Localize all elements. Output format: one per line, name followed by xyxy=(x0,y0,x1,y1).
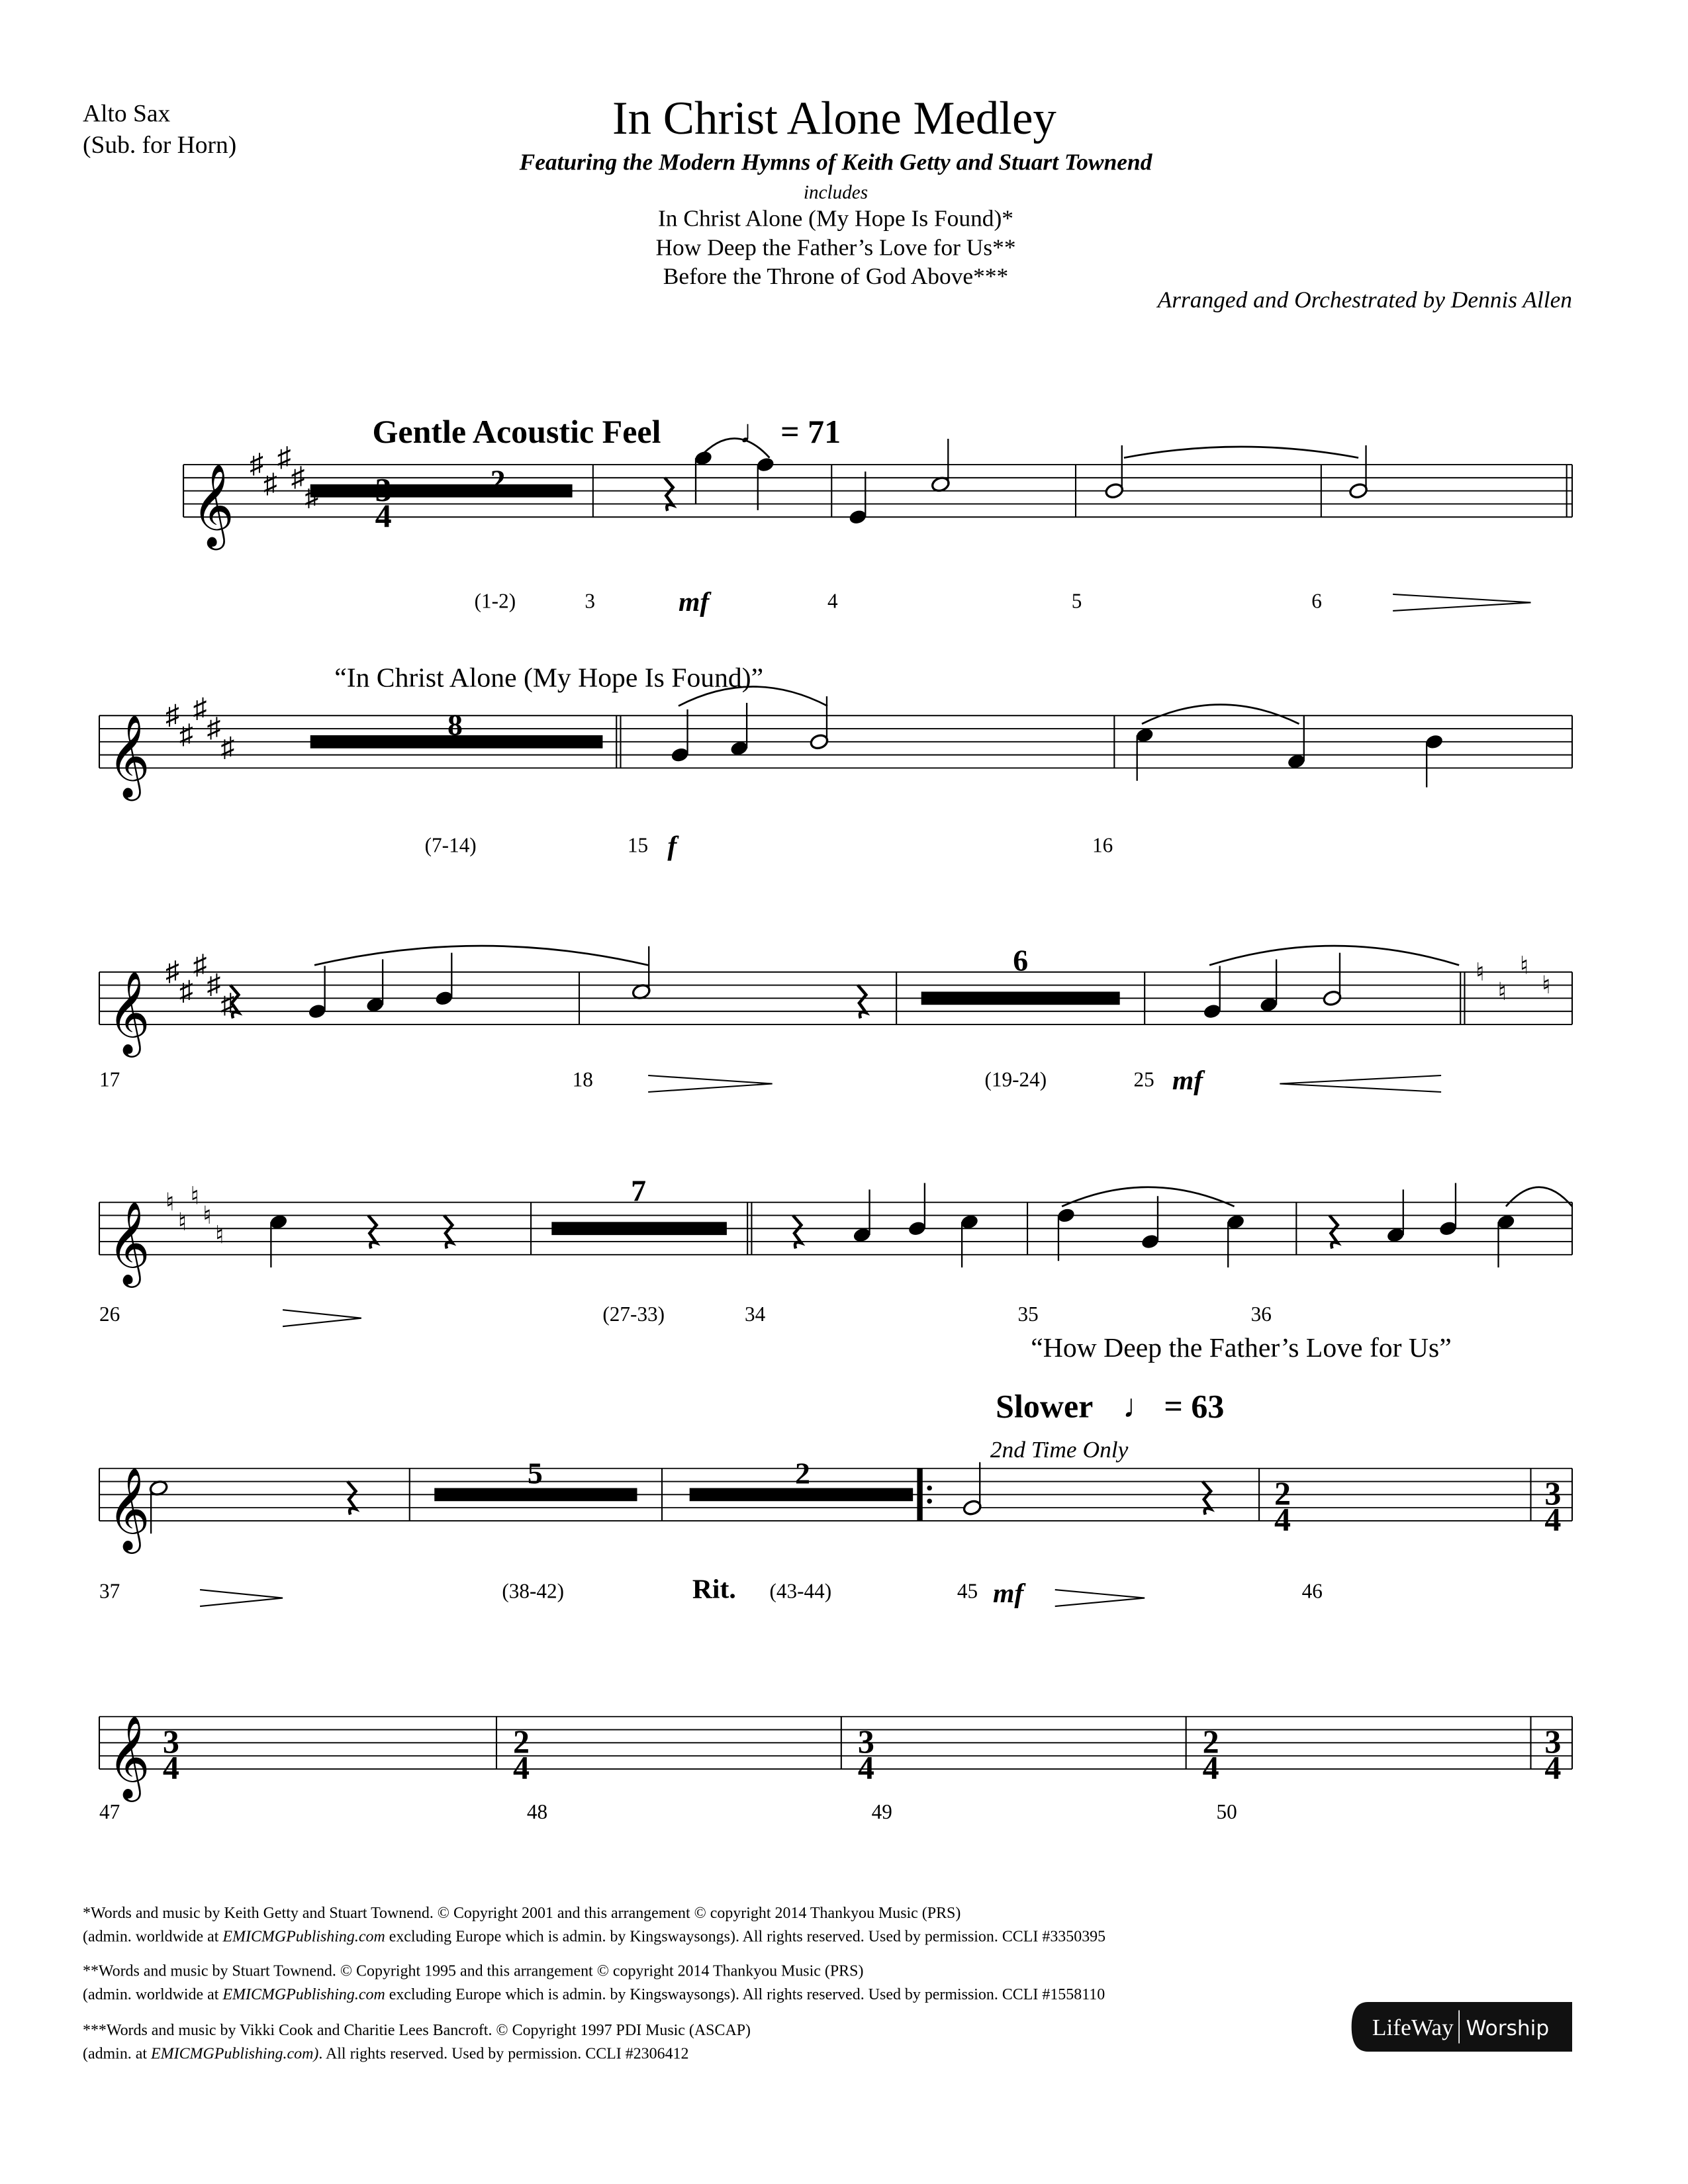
dynamic-mark: mf xyxy=(679,586,710,617)
measure-label: (38-42) xyxy=(502,1579,565,1603)
multimeasure-rest xyxy=(310,484,573,498)
sharp-icon: ♯ xyxy=(220,989,235,1020)
notes xyxy=(149,439,1572,1607)
tie xyxy=(1124,447,1358,458)
measure-number: 36 xyxy=(1250,1302,1272,1326)
measure-number: 17 xyxy=(99,1068,120,1091)
sharp-icon: ♯ xyxy=(193,950,207,981)
song-2: How Deep the Father’s Love for Us** xyxy=(655,234,1016,261)
tempo-marking: Slower xyxy=(996,1387,1094,1425)
quarter-rest-icon xyxy=(665,478,673,511)
dynamic-mark: mf xyxy=(1172,1065,1203,1096)
time-sig-den: 4 xyxy=(375,496,392,534)
decrescendo-hairpin xyxy=(1393,594,1530,611)
multirest-count: 6 xyxy=(1013,943,1029,978)
sharp-icon: ♯ xyxy=(277,442,291,473)
measure-number: 47 xyxy=(99,1799,120,1823)
copyright-note-2-admin: (admin. worldwide at EMICMGPublishing.com excluding Europe which is admin. by Kingswaysongs). All rights reserved. Used by permission. CCLI #1558110 xyxy=(83,1985,1105,2003)
subtitle: Featuring the Modern Hymns of Keith Getty and Stuart Townend xyxy=(519,148,1152,175)
copyright-note-3-admin: (admin. at EMICMGPublishing.com). All rights reserved. Used by permission. CCLI #2306412 xyxy=(83,2045,689,2063)
slur xyxy=(314,946,648,965)
measure-number: 15 xyxy=(627,833,649,857)
measure-number: 48 xyxy=(526,1799,548,1823)
multirest-count: 2 xyxy=(795,1456,810,1490)
decrescendo-hairpin xyxy=(283,1310,361,1326)
time-sig-den: 4 xyxy=(162,1749,179,1786)
time-sig-den: 4 xyxy=(1544,1500,1562,1538)
copyright-note-1: *Words and music by Keith Getty and Stuart Townend. © Copyright 2001 and this arrangement © copyright 2014 Thankyou Music (PRS) xyxy=(83,1904,961,1922)
time-sig-num: 2 xyxy=(1274,1474,1291,1512)
measure-number: 26 xyxy=(99,1302,120,1326)
treble-clef-icon: 𝄞 xyxy=(107,1469,150,1549)
tempo-value: ♩ = 63 xyxy=(1122,1387,1225,1425)
sharp-icon: ♯ xyxy=(207,713,221,744)
instrument-sub: (Sub. for Horn) xyxy=(83,132,237,159)
section-title: “In Christ Alone (My Hope Is Found)” xyxy=(334,662,764,694)
quarter-rest-icon xyxy=(444,1215,453,1248)
section-title: “How Deep the Father’s Love for Us” xyxy=(1031,1333,1452,1363)
sharp-icon: ♯ xyxy=(165,956,179,987)
decrescendo-hairpin xyxy=(1055,1590,1145,1606)
time-sig-num: 3 xyxy=(1544,1722,1562,1760)
decrescendo-hairpin xyxy=(648,1075,772,1092)
sharp-icon: ♯ xyxy=(165,700,179,731)
natural-icon: ♮ xyxy=(215,1222,224,1250)
quarter-rest-icon xyxy=(858,985,867,1019)
copyright-note-3: ***Words and music by Vikki Cook and Charitie Lees Bancroft. © Copyright 1997 PDI Music (ASCAP) xyxy=(83,2022,751,2039)
performance-note: 2nd Time Only xyxy=(990,1436,1129,1463)
copyright-note-2: **Words and music by Stuart Townend. © Copyright 1995 and this arrangement © copyright 2014 Thankyou Music (PRS) xyxy=(83,1962,864,1980)
measure-number: 18 xyxy=(572,1068,593,1091)
song-3: Before the Throne of God Above*** xyxy=(663,263,1009,290)
copyright-note-1-admin: (admin. worldwide at EMICMGPublishing.com excluding Europe which is admin. by Kingswaysongs). All rights reserved. Used by permission. CCLI #3350395 xyxy=(83,1928,1106,1946)
measure-label: (27-33) xyxy=(602,1302,665,1326)
time-sig-den: 4 xyxy=(1274,1500,1291,1538)
sharp-icon: ♯ xyxy=(263,469,277,500)
page-title: In Christ Alone Medley xyxy=(612,93,1056,145)
measure-number: 34 xyxy=(745,1302,766,1326)
measure-number: 49 xyxy=(871,1799,892,1823)
slur xyxy=(1142,705,1299,724)
slur xyxy=(1506,1187,1572,1206)
natural-icon: ♮ xyxy=(1542,972,1551,1000)
dynamic-mark: mf xyxy=(993,1578,1024,1609)
natural-icon: ♮ xyxy=(1476,959,1485,987)
time-sig-num: 3 xyxy=(375,471,392,508)
measure-label: (1-2) xyxy=(474,589,516,613)
time-sig-num: 2 xyxy=(1202,1722,1219,1760)
includes-label: includes xyxy=(803,182,868,203)
sharp-icon: ♯ xyxy=(291,462,305,493)
time-sig-num: 3 xyxy=(857,1722,874,1760)
quarter-rest-icon xyxy=(1329,1215,1338,1248)
publisher-link: EMICMGPublishing.com xyxy=(222,1928,385,1946)
treble-clef-icon: 𝄞 xyxy=(107,1203,150,1283)
measure-number: 5 xyxy=(1071,589,1082,613)
measure-number: 25 xyxy=(1133,1068,1154,1091)
treble-clef-icon: 𝄞 xyxy=(107,973,150,1053)
multirest-count: 2 xyxy=(490,463,506,498)
lifeway-worship-logo xyxy=(1352,2002,1572,2052)
quarter-rest-icon xyxy=(793,1215,802,1248)
time-sig-num: 3 xyxy=(1544,1474,1562,1512)
natural-icon: ♮ xyxy=(1497,978,1507,1006)
repeat-dot xyxy=(927,1498,931,1504)
measure-number: 37 xyxy=(99,1579,120,1603)
measure-number: 50 xyxy=(1216,1799,1237,1823)
time-sig-num: 2 xyxy=(513,1722,530,1760)
measure-number: 45 xyxy=(957,1579,978,1603)
publisher-link: EMICMGPublishing.com) xyxy=(151,2045,319,2063)
multirest-count: 8 xyxy=(447,707,463,742)
time-sig-den: 4 xyxy=(857,1749,874,1786)
logo-worship: Worship xyxy=(1466,2017,1550,2041)
measure-number: 3 xyxy=(585,589,595,613)
staves xyxy=(99,443,1572,1802)
repeat-dot xyxy=(927,1486,931,1490)
measure-number: 35 xyxy=(1017,1302,1039,1326)
sharp-icon: ♯ xyxy=(250,449,263,480)
measure-number: 6 xyxy=(1311,589,1322,613)
crescendo-hairpin xyxy=(1280,1075,1441,1092)
multimeasure-rest xyxy=(551,1222,727,1235)
time-sig-den: 4 xyxy=(1202,1749,1219,1786)
ritardando: Rit. xyxy=(692,1574,736,1605)
measure-label: (19-24) xyxy=(984,1068,1047,1091)
treble-clef-icon: 𝄞 xyxy=(107,717,150,797)
natural-icon: ♮ xyxy=(177,1208,187,1236)
natural-icon: ♮ xyxy=(190,1183,199,1210)
slur xyxy=(1209,946,1459,965)
arranger: Arranged and Orchestrated by Dennis Allen xyxy=(1157,286,1572,313)
time-sig-num: 3 xyxy=(162,1722,179,1760)
publisher-link: EMICMGPublishing.com xyxy=(222,1985,385,2003)
slur xyxy=(1062,1187,1234,1206)
natural-icon: ♮ xyxy=(203,1202,212,1230)
sharp-icon: ♯ xyxy=(207,970,221,1001)
time-sig-den: 4 xyxy=(1544,1749,1562,1786)
tempo-value: ♩ = 71 xyxy=(739,412,841,450)
tempo-marking: Gentle Acoustic Feel xyxy=(372,412,661,450)
song-1: In Christ Alone (My Hope Is Found)* xyxy=(658,205,1013,232)
quarter-rest-icon xyxy=(1203,1482,1211,1515)
measure-number: 16 xyxy=(1092,833,1113,857)
measure-number: 46 xyxy=(1301,1579,1323,1603)
quarter-rest-icon xyxy=(368,1215,377,1248)
time-sig-den: 4 xyxy=(513,1749,530,1786)
quarter-rest-icon xyxy=(348,1482,356,1515)
sharp-icon: ♯ xyxy=(220,733,235,764)
treble-clef-icon: 𝄞 xyxy=(107,1717,150,1797)
measure-label: (43-44) xyxy=(769,1579,832,1603)
measure-label: (7-14) xyxy=(424,833,477,857)
multirest-count: 5 xyxy=(527,1456,543,1490)
decrescendo-hairpin xyxy=(200,1590,283,1606)
measure-number: 4 xyxy=(827,589,838,613)
multirest-count: 7 xyxy=(631,1173,647,1208)
logo-lifeway: LifeWay xyxy=(1372,2014,1454,2041)
sharp-icon: ♯ xyxy=(179,976,193,1007)
natural-icon: ♮ xyxy=(165,1189,175,1217)
sharp-icon: ♯ xyxy=(193,693,207,724)
dynamic-mark: f xyxy=(667,831,677,862)
instrument-name: Alto Sax xyxy=(83,100,171,128)
treble-clef-icon: 𝄞 xyxy=(191,466,234,546)
natural-icon: ♮ xyxy=(1519,952,1529,980)
repeat-barline xyxy=(917,1469,922,1521)
sharp-icon: ♯ xyxy=(179,719,193,751)
sharp-icon: ♯ xyxy=(305,482,319,513)
multimeasure-rest xyxy=(921,991,1120,1005)
